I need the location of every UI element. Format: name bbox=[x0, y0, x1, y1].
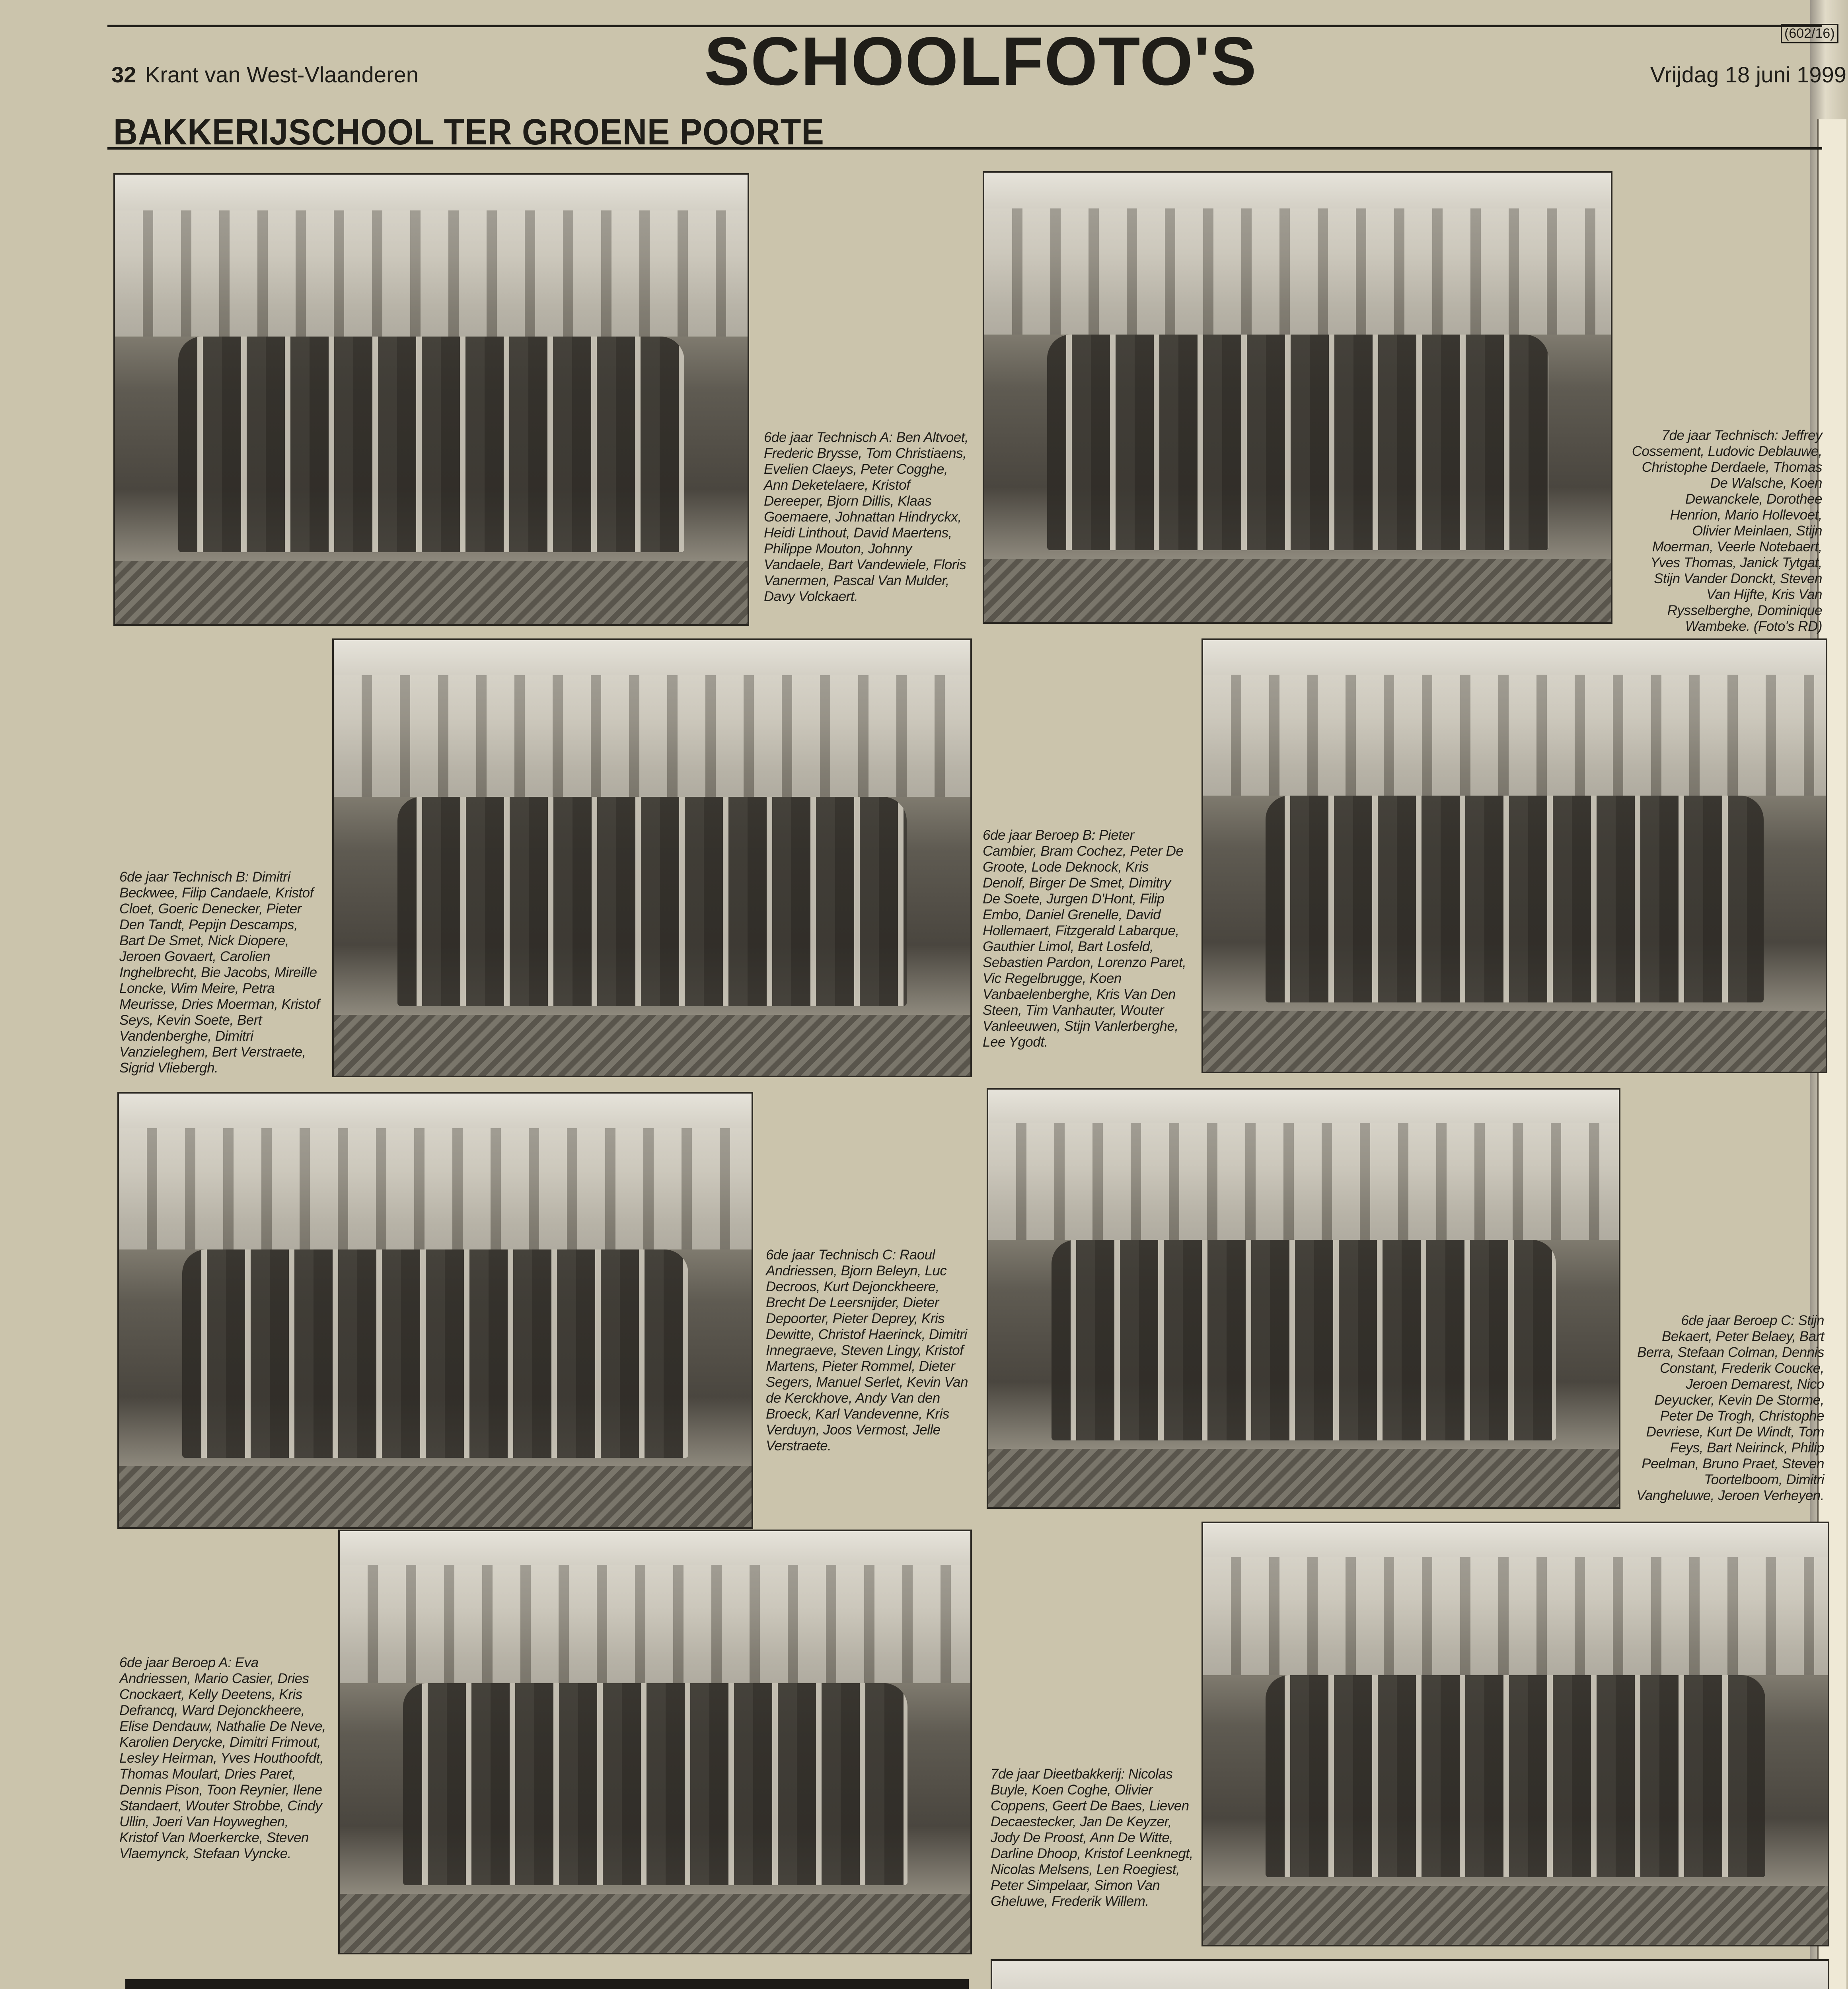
class-photo-7-technisch bbox=[983, 171, 1612, 624]
caption-6-beroep-a: 6de jaar Beroep A: Eva Andriessen, Mario Casier, Dries Cnockaert, Kelly Deetens, Kris Defrancq, Ward Dejonckheere, Elise Dendauw, Nathalie De Neve, Karolien Derycke, Dimitri Frimout, Lesley Heirman, Yves Houthoofdt, Thomas Moulart, Dries Paret, Dennis Pison, Toon Reynier, Ilene Standaert, Wouter Strobbe, Cindy Ullin, Joeri Van Hoyweghen, Kristof Van Moerkercke, Steven Vlaemynck, Stefaan Vyncke. bbox=[119, 1655, 326, 1861]
section-title: SCHOOLFOTO'S bbox=[704, 23, 1258, 99]
newspaper-name: Krant van West-Vlaanderen bbox=[145, 62, 419, 87]
class-photo-6-technisch-c bbox=[117, 1092, 753, 1529]
issue-date: Vrijdag 18 juni 1999 bbox=[1650, 62, 1846, 87]
caption-6-technisch-a: 6de jaar Technisch A: Ben Altvoet, Frederic Brysse, Tom Christiaens, Evelien Claeys, Peter Cogghe, Ann Deketelaere, Kristof Dereeper, Bjorn Dillis, Klaas Goemaere, Johnattan Hindryckx, Heidi Linthout, David Maertens, Philippe Mouton, Johnny Vandaele, Bart Vandewiele, Floris Vanermen, Pascal Van Mulder, Davy Volckaert. bbox=[764, 430, 969, 604]
class-photo-6-technisch-a bbox=[113, 173, 749, 626]
class-photo-6-beroep-a bbox=[338, 1530, 972, 1954]
class-photo-6-beroep-c bbox=[987, 1088, 1620, 1509]
page-code: (602/16) bbox=[1781, 24, 1838, 43]
page-number: 32 bbox=[111, 62, 136, 87]
caption-6-technisch-c: 6de jaar Technisch C: Raoul Andriessen, Bjorn Beleyn, Luc Decroos, Kurt Dejonckheere, Brecht De Leersnijder, Dieter Depoorter, Pieter Deprey, Kris Dewitte, Christof Haerinck, Dimitri Innegraeve, Steven Lingy, Kristof Martens, Pieter Rommel, Dieter Segers, Manuel Serlet, Kevin Van de Kerckhove, Andy Van den Broeck, Karl Vandevenne, Kris Verduyn, Joos Vermost, Jelle Verstraete. bbox=[766, 1247, 968, 1454]
class-photo-6-technisch-b bbox=[332, 638, 972, 1077]
caption-6-beroep-c: 6de jaar Beroep C: Stijn Bekaert, Peter Belaey, Bart Berra, Stefaan Colman, Dennis Constant, Frederik Coucke, Jeroen Demarest, Nico Deyucker, Kevin De Storme, Peter De Trogh, Christophe Devriese, Kurt De Windt, Tom Feys, Bart Neirinck, Philip Peelman, Bruno Praet, Steven Toortelboom, Dimitri Vangheluwe, Jeroen Verheyen. bbox=[1636, 1313, 1824, 1503]
caption-6-technisch-b: 6de jaar Technisch B: Dimitri Beckwee, Filip Candaele, Kristof Cloet, Goeric Denecker, Pieter Den Tandt, Pepijn Descamps, Bart De Smet, Nick Diopere, Jeroen Govaert, Carolien Inghelbrecht, Bie Jacobs, Mireille Loncke, Wim Meire, Petra Meurisse, Dries Moerman, Kristof Seys, Kevin Soete, Bert Vandenberghe, Dimitri Vanzieleghem, Bert Verstraete, Sigrid Vliebergh. bbox=[119, 869, 320, 1076]
advertisement-rijschool-secura bbox=[125, 1979, 969, 1989]
class-photo-6-beroep-b bbox=[1201, 638, 1827, 1073]
article-headline: BAKKERIJSCHOOL TER GROENE POORTE bbox=[113, 112, 824, 152]
class-photo-7-dieetbakkerij bbox=[1201, 1522, 1829, 1946]
caption-7-technisch: 7de jaar Technisch: Jeffrey Cossement, Ludovic Deblauwe, Christophe Derdaele, Thomas De Walsche, Koen Dewanckele, Dorothee Henrion, Mario Hollevoet, Olivier Meinlaen, Stijn Moerman, Veerle Notebaert, Yves Thomas, Janick Tytgat, Stijn Vander Donckt, Steven Van Hijfte, Kris Van Rysselberghe, Dominique Wambeke. (Foto's RD) bbox=[1632, 428, 1822, 634]
caption-7-dieetbakkerij: 7de jaar Dieetbakkerij: Nicolas Buyle, Koen Coghe, Olivier Coppens, Geert De Baes, Lieven Decaestecker, Jan De Keyzer, Jody De Proost, Ann De Witte, Darline Dhoop, Kristof Leenknegt, Nicolas Melsens, Len Roegiest, Peter Simpelaar, Simon Van Gheluwe, Frederik Willem. bbox=[991, 1766, 1193, 1909]
caption-6-beroep-b: 6de jaar Beroep B: Pieter Cambier, Bram Cochez, Peter De Groote, Lode Deknock, Kris Denolf, Birger De Smet, Dimitry De Soete, Jurgen D'Hont, Filip Embo, Daniel Grenelle, David Hollemaert, Fitzgerald Labarque, Gauthier Limol, Bart Losfeld, Sebastien Pardon, Lorenzo Paret, Vic Regelbrugge, Koen Vanbaelenberghe, Kris Van Den Steen, Tim Vanhauter, Wouter Vanleeuwen, Stijn Vanlerberghe, Lee Ygodt. bbox=[983, 827, 1186, 1050]
class-photo-7-banketbakkerij bbox=[991, 1959, 1829, 1989]
